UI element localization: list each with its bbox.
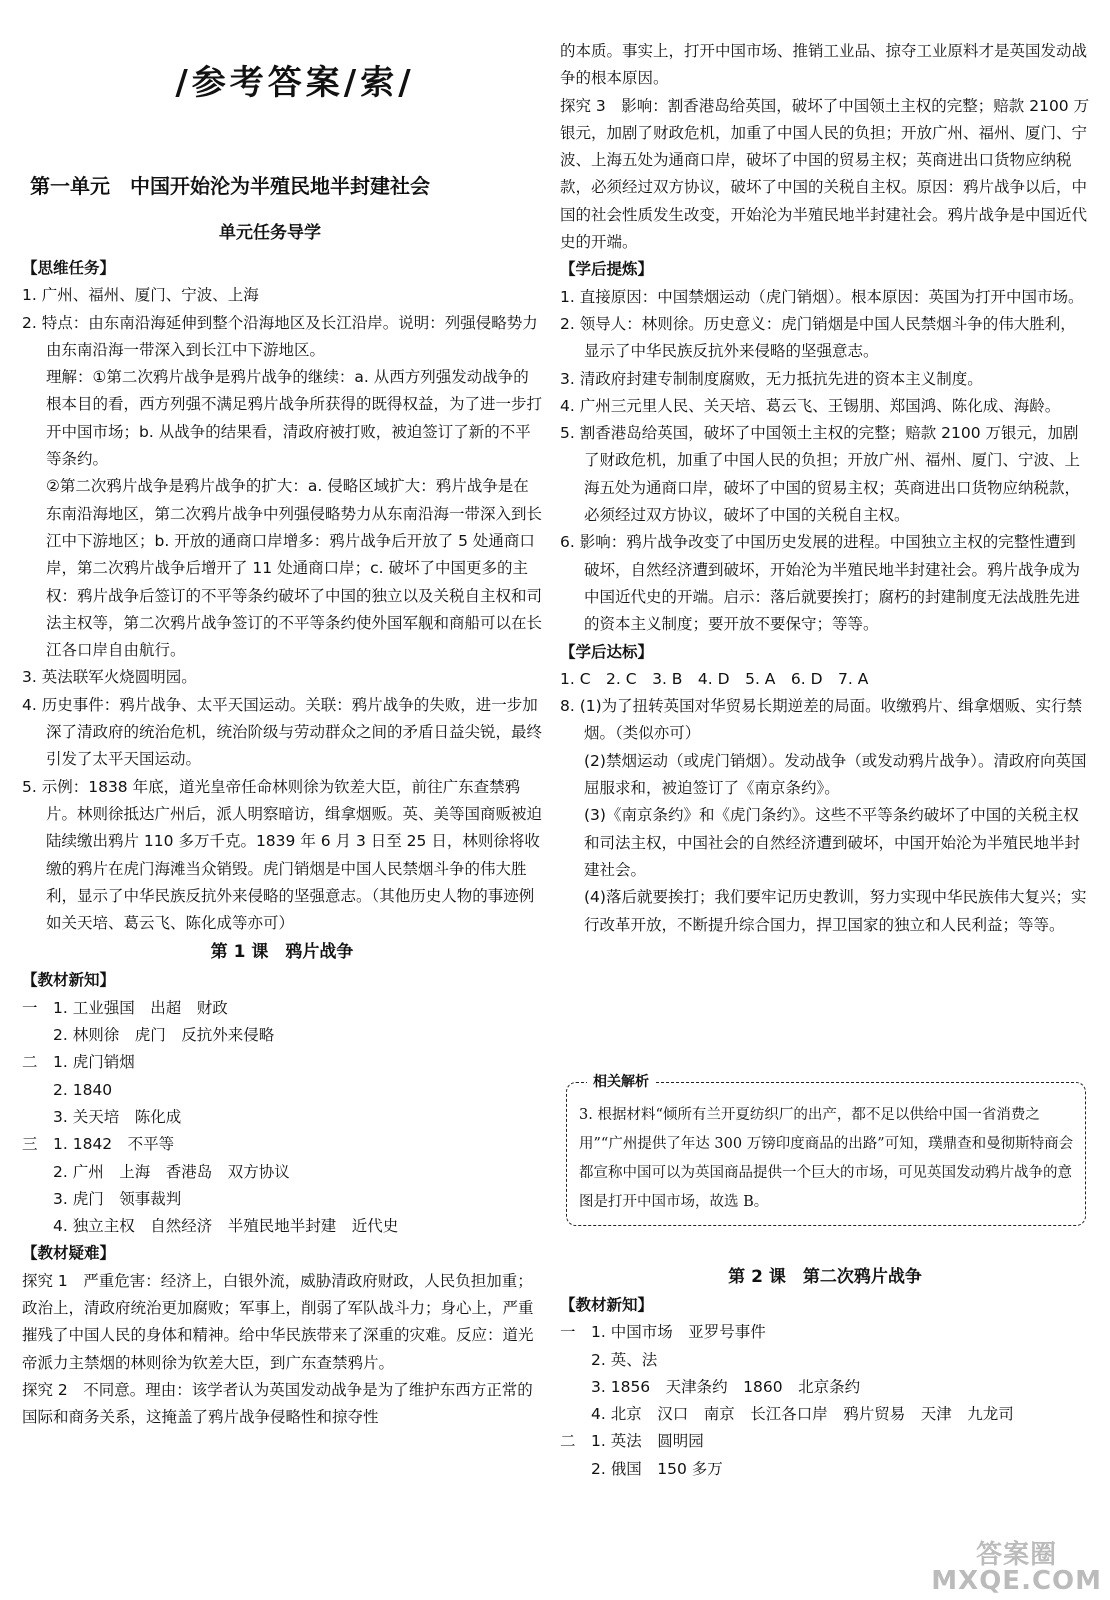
left-column [22,255,542,1431]
answer-item: 三 1. 1842 不平等 [22,1135,175,1154]
answer-item: 8. (1)为了扭转英国对华贸易长期逆差的局面。收缴鸦片、缉拿烟贩、实行禁烟。（类似亦可） [560,697,1083,743]
answer-item: 4. 广州三元里人民、关天培、葛云飞、王锡朋、郑国鸿、陈化成、海龄。 [560,396,1061,415]
answer-item: 二 1. 英法 圆明园 [560,1432,704,1451]
lesson-title: 第 2 课 第二次鸦片战争 [728,1267,922,1287]
answer-item: 5. 示例：1838 年底，道光皇帝任命林则徐为钦差大臣，前往广东查禁鸦片。林则徐抵达广州后，派人明察暗访，缉拿烟贩。英、美等国商贩被迫陆续缴出鸦片 110 多万千克。1839 年 6 月 3 日至 25 日，林则徐将收缴的鸦片在虎门海滩当众销毁。虎门销烟是中国人民禁烟斗争的伟大胜利，显示了中华民族反抗外来侵略的坚强意志。（其他历史人物的事迹例如关天培、葛云飞、陈化成等亦可） [22,777,543,933]
answer-item: 4. 独立主权 自然经济 半殖民地半封建 近代史 [22,1217,399,1236]
analysis-text: 3. 根据材料“倾所有兰开夏纺织厂的出产，都不足以供给中国一省消费之用”“广州提供了年达 300 万镑印度商品的出路”可知，璞鼎查和曼彻斯特商会都宣称中国可以为英国商品提供一个巨大的市场，可见英国发动鸦片战争的意图是打开中国市场，故选 B。 [579,1107,1074,1210]
right-column-lower [560,1262,1090,1483]
section-heading: 【教材新知】 [22,971,116,990]
answer-item: 4. 历史事件：鸦片战争、太平天国运动。关联：鸦片战争的失败，进一步加深了清政府的统治危机，统治阶级与劳动群众之间的矛盾日益尖锐，最终引发了太平天国运动。 [22,695,543,769]
section-heading: 【教材新知】 [560,1296,654,1314]
answer-item: 4. 北京 汉口 南京 长江各口岸 鸦片贸易 天津 九龙司 [560,1405,1014,1424]
answer-item: 2. 英、法 [560,1350,658,1369]
answer-item: 探究 3 影响：割香港岛给英国，破坏了中国领土主权的完整；赔款 2100 万银元，加剧了财政危机，加重了中国人民的负担；开放广州、福州、厦门、宁波、上海五处为通商口岸，破坏了中国的贸易主权；英商进出口货物应纳税款，必须经过双方协议，破坏了中国的关税自主权。原因：鸦片战争以后，中国的社会性质发生改变，开始沦为半殖民地半封建社会。鸦片战争是中国近代史的开端。 [560,96,1090,252]
answer-item: 理解：①第二次鸦片战争是鸦片战争的继续：a. 从西方列强发动战争的根本目的看，西方列强不满足鸦片战争所获得的既得权益，为了进一步打开中国市场；b. 从战争的结果看，清政府被打败，被迫签订了新的不平等条约。 [46,368,543,469]
answer-item: 2. 领导人：林则徐。历史意义：虎门销烟是中国人民禁烟斗争的伟大胜利，显示了中华民族反抗外来侵略的坚强意志。 [560,314,1076,361]
answer-item: 探究 2 不同意。理由：该学者认为英国发动战争是为了维护东西方正常的国际和商务关系，这掩盖了鸦片战争侵略性和掠夺性 [22,1380,533,1427]
answer-item: 2. 特点：由东南沿海延伸到整个沿海地区及长江沿岸。说明：列强侵略势力由东南沿海一带深入到长江中下游地区。 [22,313,538,359]
answer-item: 2. 林则徐 虎门 反抗外来侵略 [22,1026,275,1045]
section-heading: 【学后达标】 [560,642,654,661]
section-heading: 【学后提炼】 [560,260,654,279]
lesson-title: 第 1 课 鸦片战争 [210,942,354,963]
answer-item: 一 1. 中国市场 亚罗号事件 [560,1323,766,1342]
unit-title: 第一单元 中国开始沦为半殖民地半封建社会 [30,174,430,198]
right-column [560,38,1090,939]
answer-item: 2. 广州 上海 香港岛 双方协议 [22,1162,290,1181]
answer-item: 3. 1856 天津条约 1860 北京条约 [560,1377,861,1396]
answer-item: 3. 关天培 陈化成 [22,1107,182,1126]
answer-item: (2)禁烟运动（或虎门销烟）。发动战争（或发动鸦片战争）。清政府向英国屈服求和，被迫签订了《南京条约》。 [584,751,1087,798]
answer-item: 2. 1840 [22,1080,113,1099]
page-banner: /参考答案/索/ [175,63,415,103]
answer-item: 探究 1 严重危害：经济上，白银外流，威胁清政府财政，人民负担加重；政治上，清政府统治更加腐败；军事上，削弱了军队战斗力；身心上，严重摧残了中国人民的身体和精神。给中华民族带来了深重的灾难。反应：道光帝派力主禁烟的林则徐为钦差大臣，到广东查禁鸦片。 [22,1271,534,1372]
section-heading: 【思维任务】 [22,259,116,277]
section-heading: 【教材疑难】 [22,1244,116,1263]
answer-item: (3)《南京条约》和《虎门条约》。这些不平等条约破坏了中国的关税主权和司法主权，中国社会的自然经济遭到破坏，中国开始沦为半殖民地半封建社会。 [584,806,1081,879]
analysis-label: 相关解析 [587,1071,655,1091]
answer-item: 2. 俄国 150 多万 [560,1459,723,1478]
answer-item: 二 1. 虎门销烟 [22,1053,135,1072]
unit-subtitle: 单元任务导学 [219,223,321,243]
answer-item: 3. 清政府封建专制制度腐败，无力抵抗先进的资本主义制度。 [560,369,983,388]
answer-item: 的本质。事实上，打开中国市场、推销工业品、掠夺工业原料才是英国发动战争的根本原因。 [560,42,1088,88]
answer-item: 5. 割香港岛给英国，破坏了中国领土主权的完整；赔款 2100 万银元，加剧了财政危机，加重了中国人民的负担；开放广州、福州、厦门、宁波、上海五处为通商口岸，破坏了中国的贸易主权；英商进出口货物应纳税款，必须经过双方协议，破坏了中国的关税自主权。 [560,424,1081,525]
answer-item: ②第二次鸦片战争是鸦片战争的扩大：a. 侵略区域扩大：鸦片战争是在东南沿海地区，第二次鸦片战争中列强侵略势力从东南沿海一带深入到长江中下游地区；b. 开放的通商口岸增多：鸦片战争后开放了 5 处通商口岸，第二次鸦片战争后增开了 11 处通商口岸；c. 破坏了中国更多的主权：鸦片战争后签订的不平等条约破坏了中国的独立以及关税自主权和司法主权等，第二次鸦片战争签订的不平等条约使外国军舰和商船可以在长江各口岸自由航行。 [46,477,543,660]
answer-item: 1. 广州、福州、厦门、宁波、上海 [22,286,259,305]
answer-item: 1. 直接原因：中国禁烟运动（虎门销烟）。根本原因：英国为打开中国市场。 [560,287,1084,306]
answer-item: (4)落后就要挨打；我们要牢记历史教训，努力实现中华民族伟大复兴；实行改革开放，不断提升综合国力，捍卫国家的独立和人民利益；等等。 [584,888,1087,934]
answer-item: 3. 虎门 领事裁判 [22,1189,182,1208]
answer-item: 3. 英法联军火烧圆明园。 [22,668,197,687]
analysis-box [566,1074,1086,1226]
choice-answers: 1. C 2. C 3. B 4. D 5. A 6. D 7. A [560,669,869,688]
answer-item: 一 1. 工业强国 出超 财政 [22,998,228,1017]
answer-item: 6. 影响：鸦片战争改变了中国历史发展的进程。中国独立主权的完整性遭到破坏，自然经济遭到破坏，开始沦为半殖民地半封建社会。鸦片战争成为中国近代史的开端。启示：落后就要挨打；腐朽的封建制度无法战胜先进的资本主义制度；要开放不要保守；等等。 [560,533,1081,634]
watermark: 答案圈 MXQE.COM [931,1540,1102,1596]
